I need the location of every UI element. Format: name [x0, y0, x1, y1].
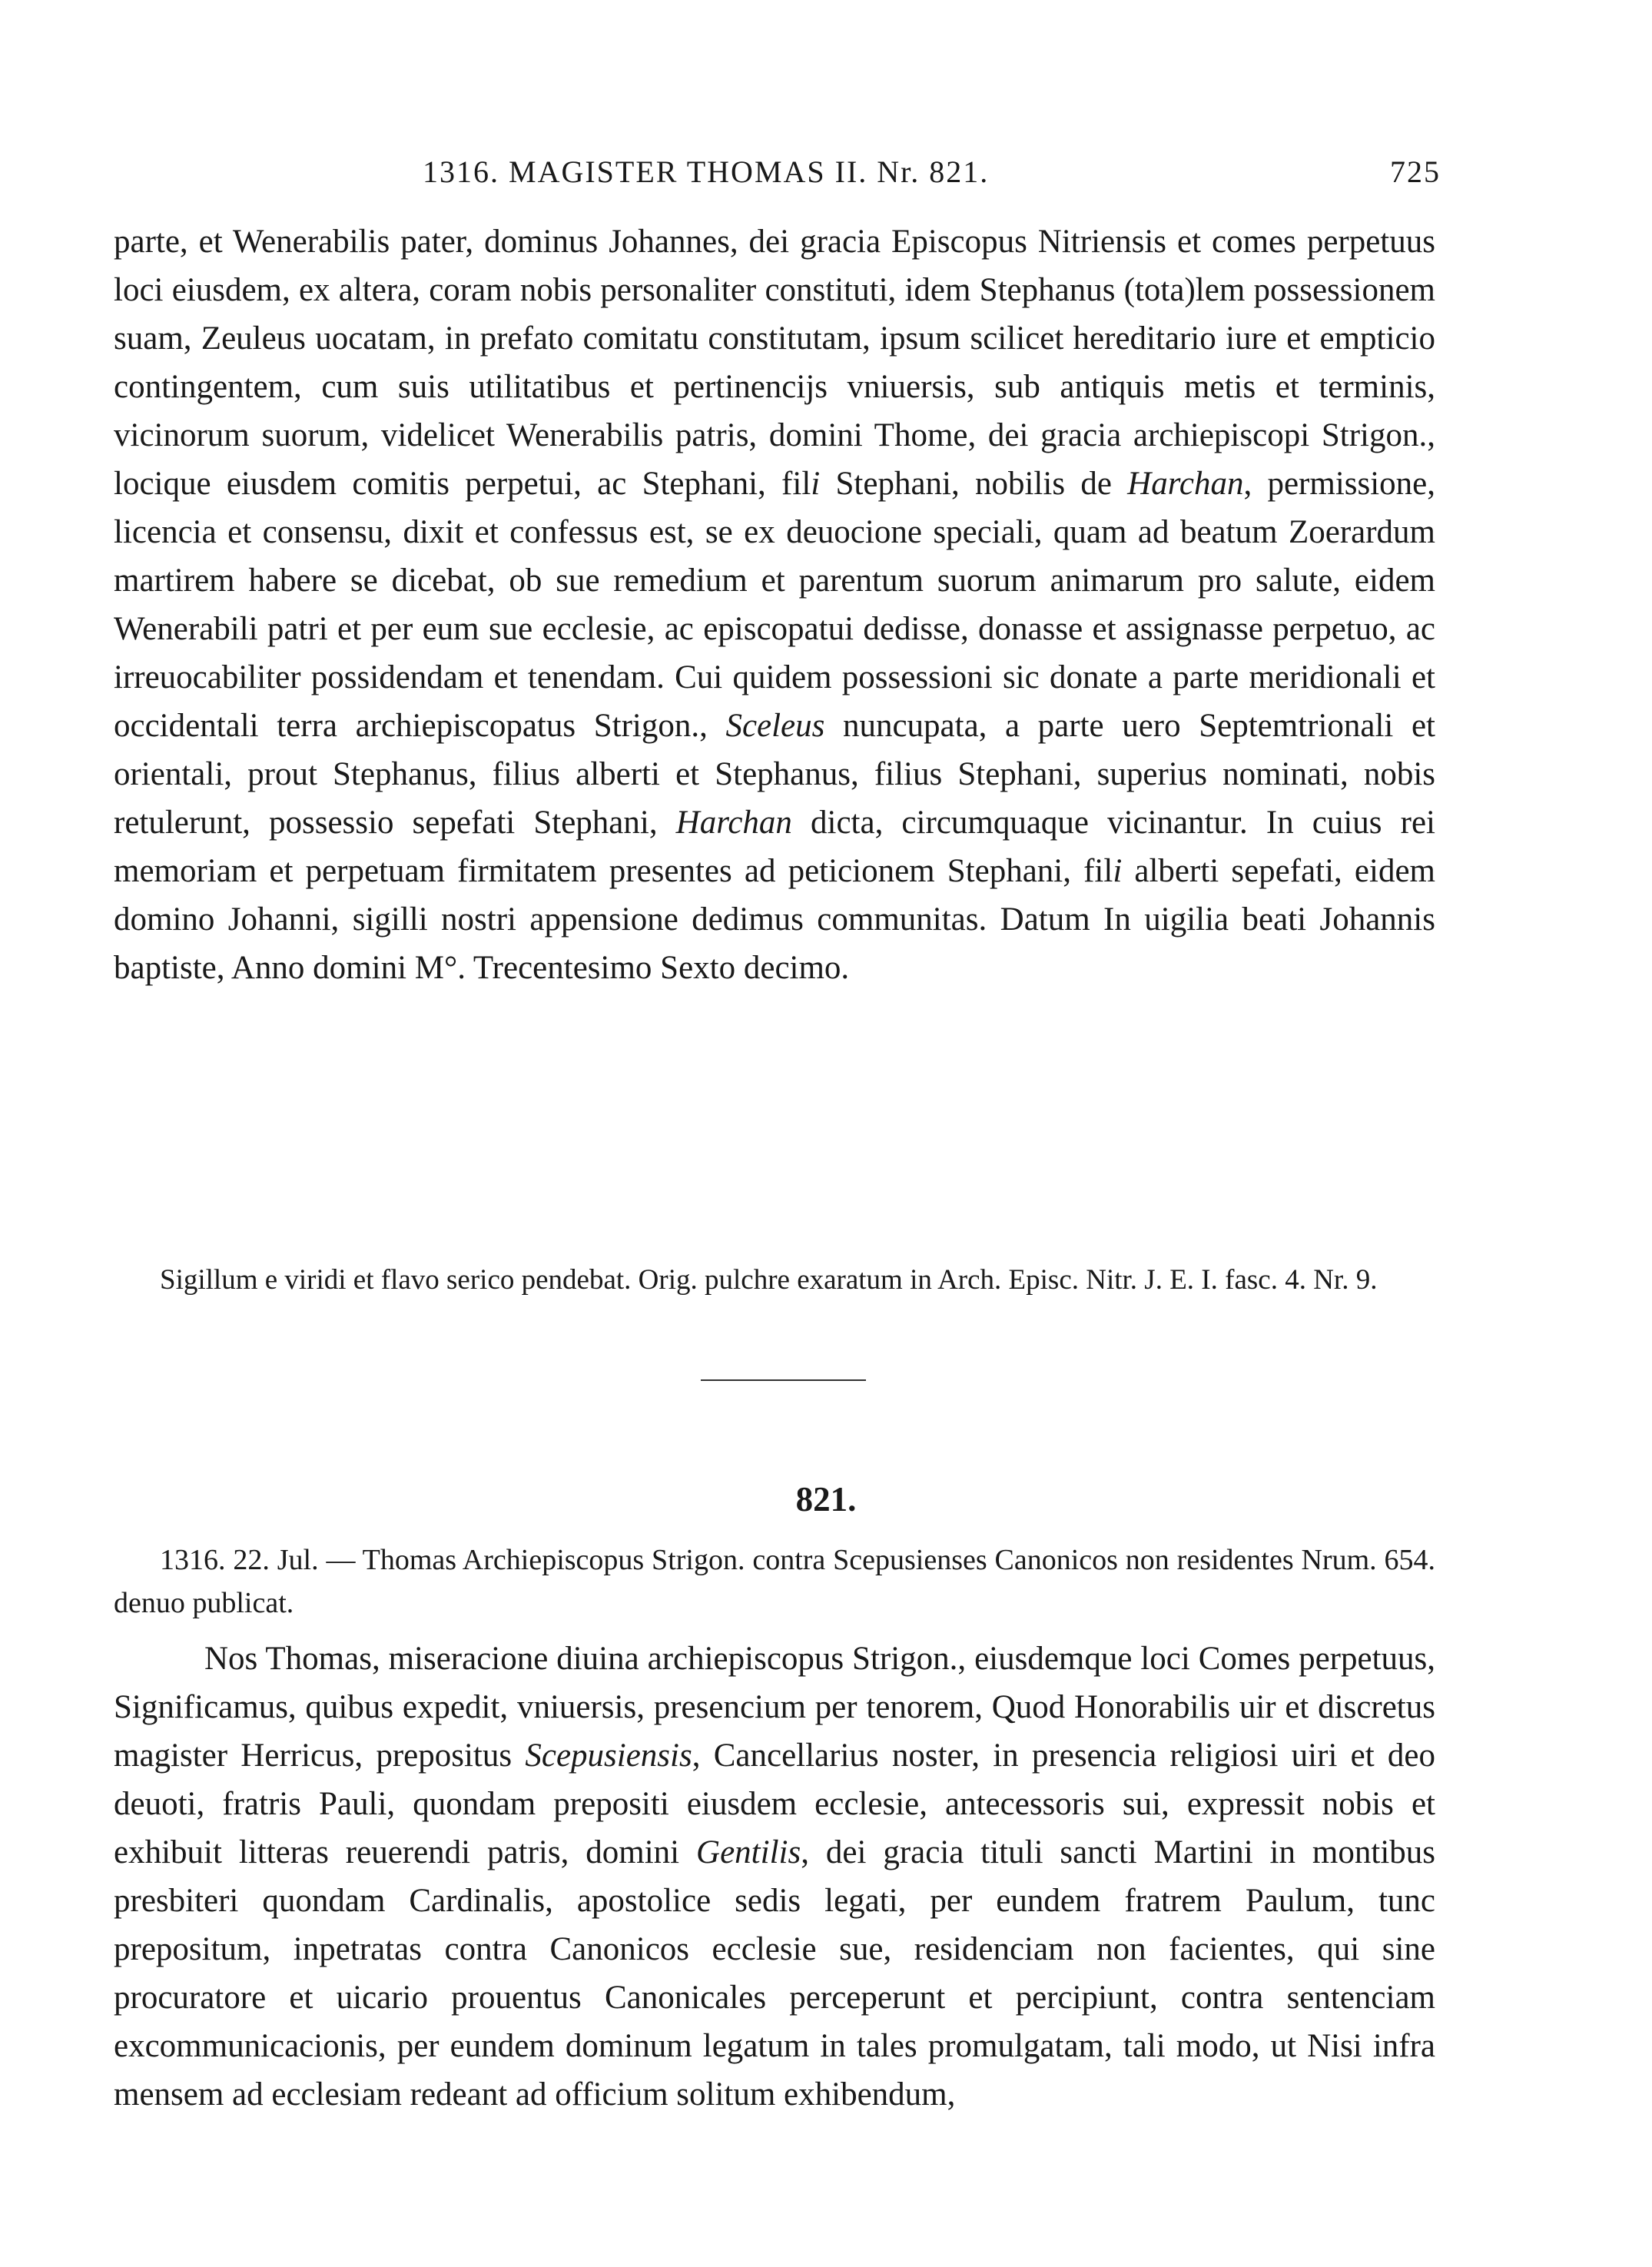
text-run: alberti sepefati, eidem domino Johanni, sigilli nostri appensione dedimus communitas. Datum In uigilia beati Johannis baptiste, Anno domini M°. Trecentesimo Sexto decimo.	[114, 853, 1435, 986]
text-run: Nos Thomas, miseracione diuina archiepiscopus Strigon., eiusdemque loci Comes perpetuus, Significamus, quibus expedit, vniuersis, presencium per tenorem, Quod Honorabilis uir et discretus magister Herricus, prepositus	[114, 1641, 1435, 1774]
page-number: 725	[1390, 154, 1441, 189]
text-run: , dei gracia tituli sancti Martini in montibus presbiteri quondam Cardinalis, apostolice sedis legati, per eundem fratrem Paulum, tunc prepositum, inpetratas contra Canonicos ecclesie sue, residenciam non facientes, qui sine procuratore et uicario prouentus Canonicales perceperunt et percipiunt, contra sentenciam excommunicacionis, per eundem dominum legatum in tales promulgatam, tali modo, ut Nisi infra mensem ad ecclesiam redeant ad officium solitum exhibendum,	[114, 1834, 1436, 2113]
document-summary: 1316. 22. Jul. — Thomas Archiepiscopus Strigon. contra Scepusienses Canonicos non residentes Nrum. 654. denuo publicat.	[114, 1544, 1435, 1619]
document-number: 821.	[795, 1480, 857, 1519]
italic-abbrev: i	[1113, 853, 1123, 889]
running-head	[423, 154, 1441, 200]
charter-text	[114, 1635, 1435, 2119]
text-run: , Cancellarius noster, in presencia religiosi uiri et deo deuoti, fratris Pauli, quondam prepositi eiusdem ecclesie, antecessoris sui, expressit nobis et exhibuit litteras reuerendi patris, domini	[114, 1738, 1435, 1870]
archival-note: Sigillum e viridi et flavo serico pendebat. Orig. pulchre exaratum in Arch. Episc. Nitr. J. E. I. fasc. 4. Nr. 9.	[160, 1264, 1378, 1296]
text-run: parte, et Wenerabilis pater, dominus Johannes, dei gracia Episcopus Nitriensis et comes perpetuus loci eiusdem, ex altera, coram nobis personaliter constituti, idem Stephanus (tota)lem possessionem suam, Zeuleus uocatam, in prefato comitatu constitutam, ipsum scilicet hereditario iure et empticio contingentem, cum suis utilitatibus et pertinencijs vniuersis, sub antiquis metis et terminis, vicinorum suorum, videlicet Wenerabilis patris, domini Thome, dei gracia archiepiscopi Strigon., locique eiusdem comitis perpetui, ac Stephani, fil	[114, 224, 1435, 502]
text-run: , permissione, licencia et consensu, dixit et confessus est, se ex deuocione speciali, quam ad beatum Zoerardum martirem habere se dicebat, ob sue remedium et parentum suorum animarum pro salute, eidem Wenerabili patri et per eum sue ecclesie, ac episcopatui dedisse, donasse et assignasse perpetuo, ac irreuocabiliter possidendam et tenendam. Cui quidem possessioni sic donate a parte meridionali et occidentali terra archiepiscopatus Strigon.,	[114, 466, 1436, 744]
place-name: Harchan	[675, 805, 792, 841]
running-head-title: 1316. MAGISTER THOMAS II. Nr. 821.	[423, 154, 990, 189]
italic-abbrev: i	[811, 466, 821, 502]
charter-text-continued	[114, 217, 1435, 992]
person-name: Gentilis	[696, 1834, 801, 1870]
text-run: dicta, circumquaque vicinantur. In cuius rei memoriam et perpetuam firmitatem presentes ad peticionem Stephani, fil	[114, 805, 1435, 889]
text-run: nuncupata, a parte uero Septemtrionali et orientali, prout Stephanus, filius alberti et Stephanus, filius Stephani, superius nominati, nobis retulerunt, possessio sepefati Stephani,	[114, 708, 1435, 841]
text-run: Stephani, nobilis de	[820, 466, 1128, 502]
place-name: Scepusiensis	[525, 1738, 692, 1774]
place-name: Harchan	[1127, 466, 1244, 502]
section-divider	[701, 1379, 866, 1381]
place-name: Sceleus	[725, 708, 825, 744]
